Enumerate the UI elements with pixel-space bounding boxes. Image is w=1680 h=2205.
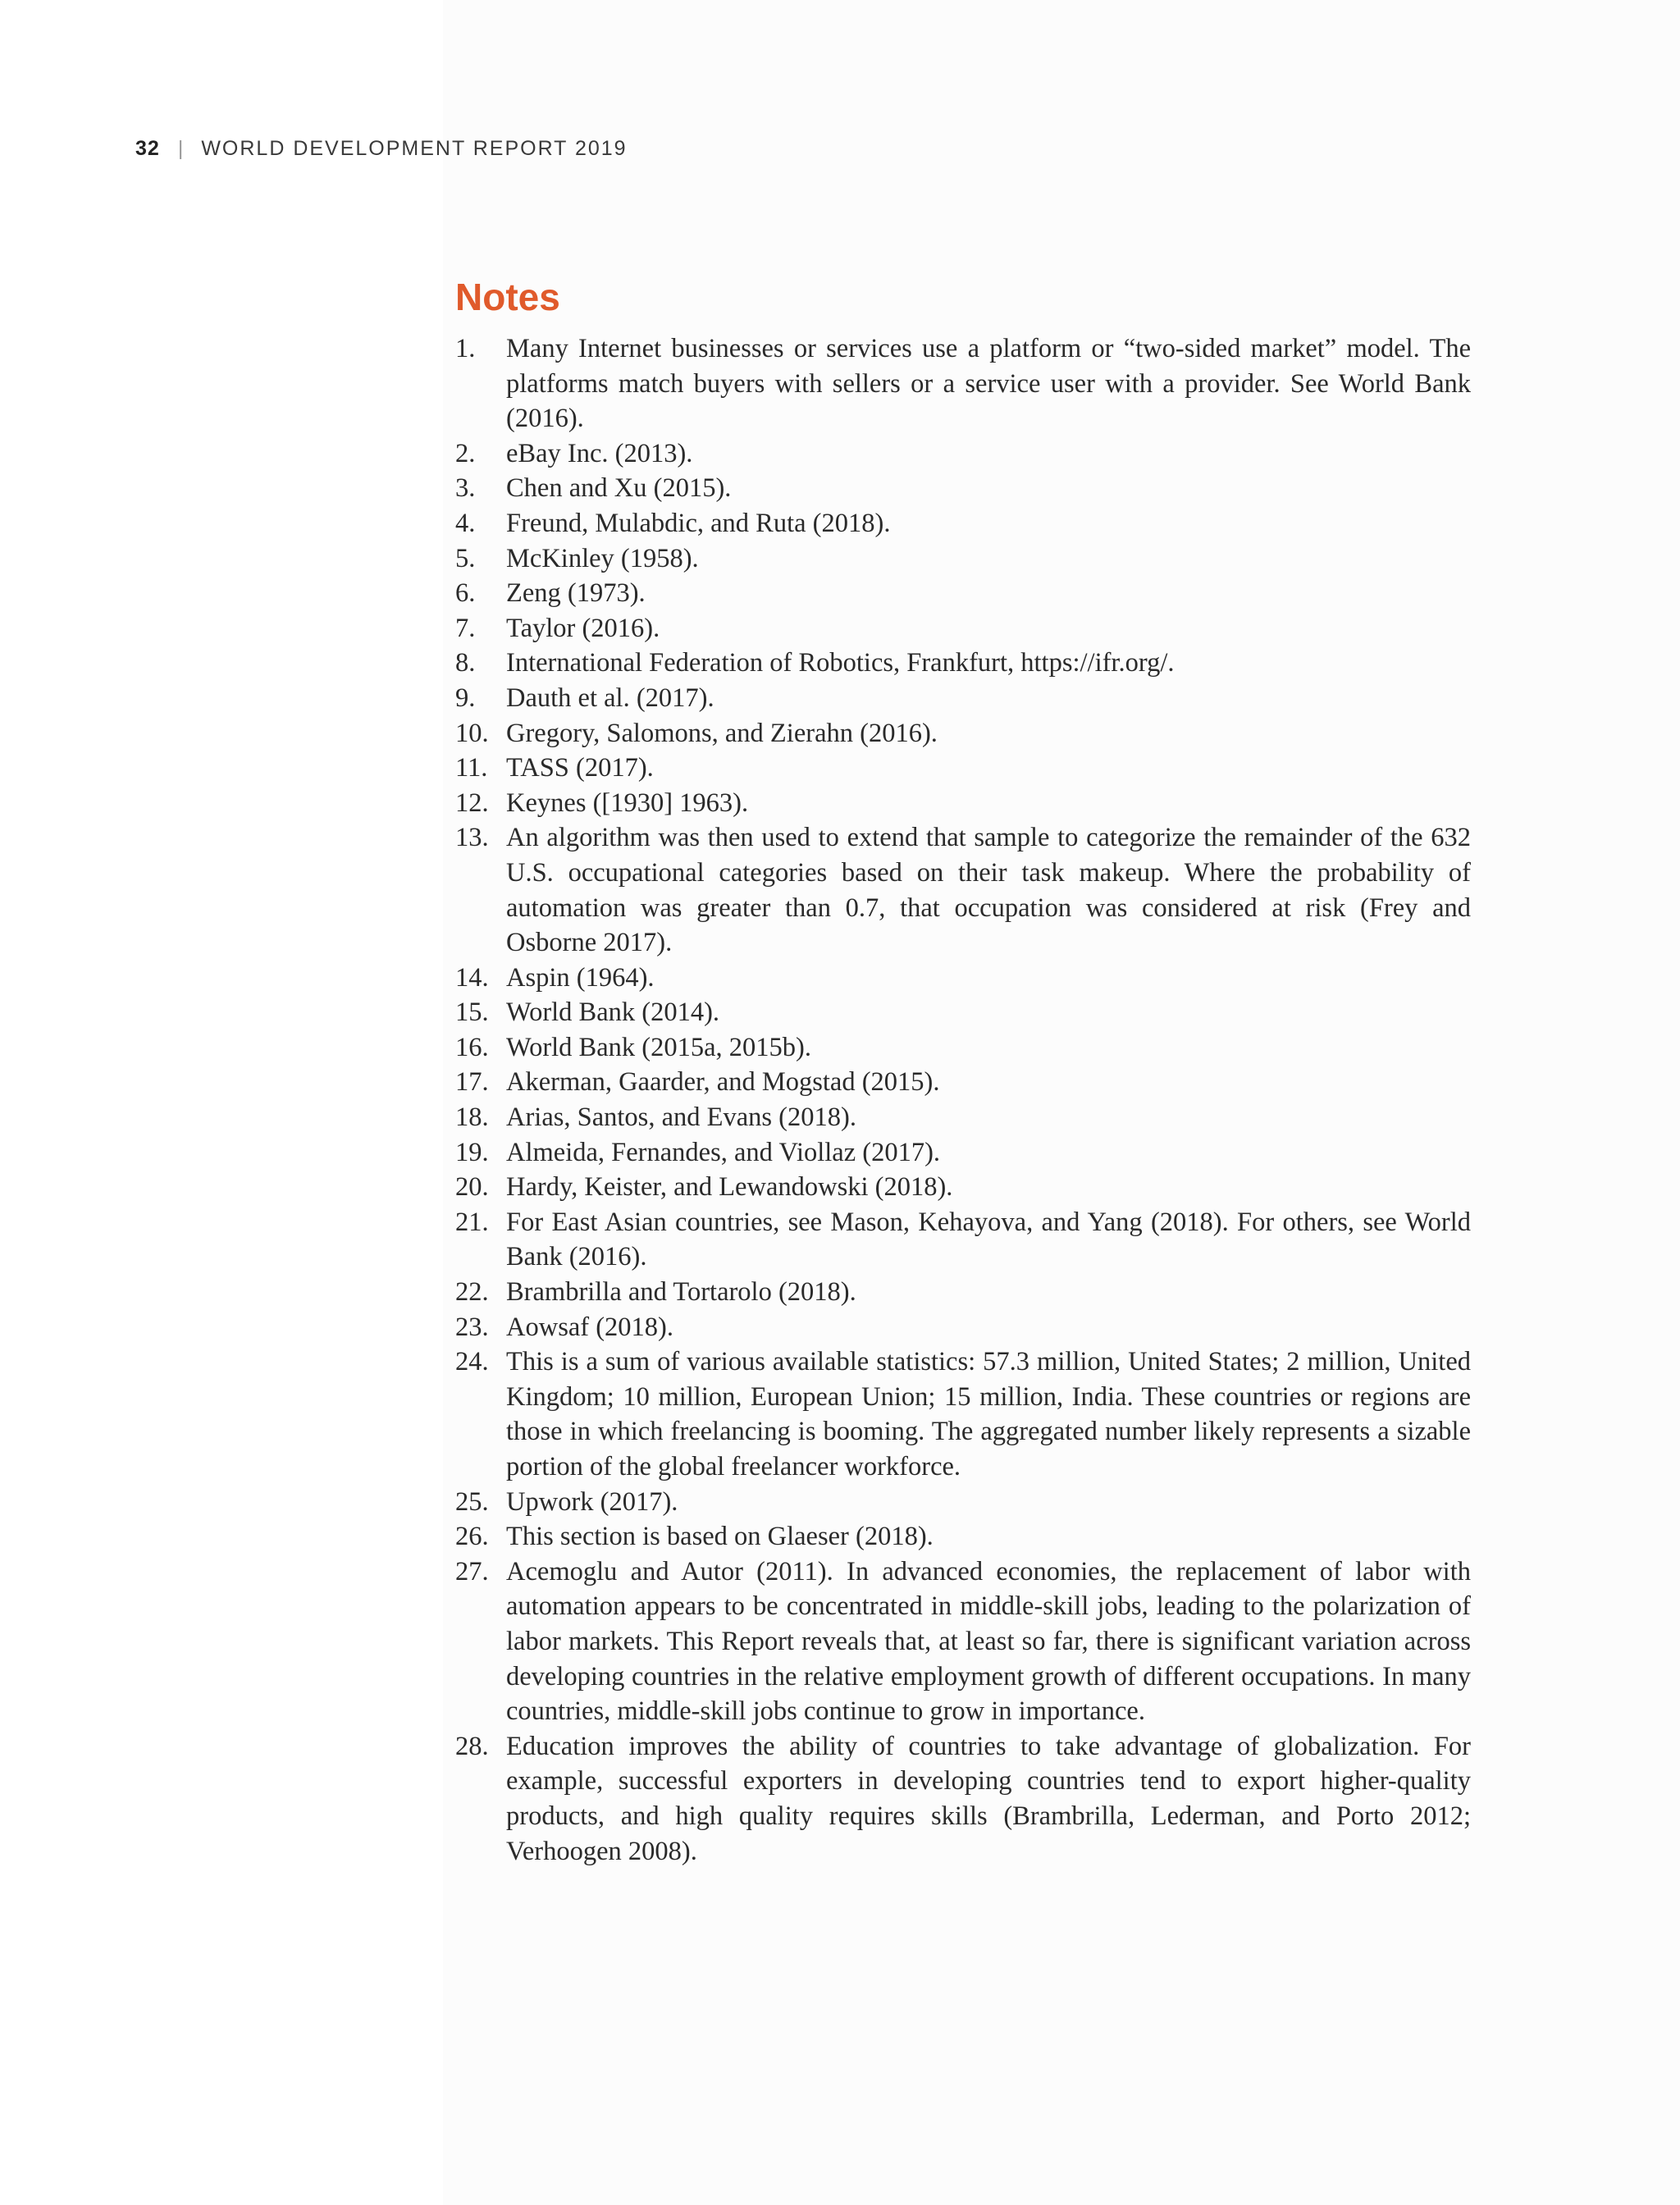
note-item (455, 751, 1471, 786)
note-item (455, 506, 1471, 541)
note-text: Almeida, Fernandes, and Viollaz (2017). (506, 1137, 941, 1167)
note-text: International Federation of Robotics, Frankfurt, https://ifr.org/. (506, 648, 1175, 678)
note-item (455, 1729, 1471, 1869)
note-item (455, 681, 1471, 716)
note-text: TASS (2017). (506, 753, 654, 783)
note-item (455, 436, 1471, 472)
note-text: Zeng (1973). (506, 578, 646, 609)
notes-list (455, 331, 1471, 1869)
note-number: 10. (455, 718, 489, 748)
note-text: Brambrilla and Tortarolo (2018). (506, 1277, 856, 1308)
note-number: 16. (455, 1032, 489, 1062)
note-number: 17. (455, 1067, 489, 1098)
page-number: 32 (135, 137, 160, 160)
note-number: 12. (455, 788, 489, 818)
note-number: 1. (455, 334, 476, 363)
report-title: WORLD DEVELOPMENT REPORT 2019 (201, 137, 628, 160)
note-item (455, 1519, 1471, 1554)
note-text: World Bank (2014). (506, 998, 720, 1028)
note-item (455, 646, 1471, 681)
note-item (455, 1030, 1471, 1066)
note-number: 25. (455, 1486, 489, 1517)
note-text: Gregory, Salomons, and Zierahn (2016). (506, 718, 938, 748)
note-item (455, 1310, 1471, 1345)
note-number: 2. (455, 438, 476, 468)
note-text: Hardy, Keister, and Lewandowski (2018). (506, 1172, 953, 1203)
note-number: 28. (455, 1731, 489, 1761)
note-item (455, 1135, 1471, 1171)
note-text: This section is based on Glaeser (2018). (506, 1522, 934, 1552)
note-item (455, 576, 1471, 611)
note-text: Keynes ([1930] 1963). (506, 788, 749, 818)
note-number: 20. (455, 1172, 489, 1203)
note-text: World Bank (2015a, 2015b). (506, 1032, 811, 1062)
note-number: 3. (455, 473, 476, 504)
note-number: 15. (455, 998, 489, 1028)
note-text: Freund, Mulabdic, and Ruta (2018). (506, 508, 891, 538)
note-item (455, 1485, 1471, 1520)
note-item (455, 995, 1471, 1030)
note-number: 21. (455, 1207, 489, 1237)
note-text: For East Asian countries, see Mason, Kehayova, and Yang (2018). For others, see World Bank (2016). (506, 1207, 1471, 1272)
note-text: Akerman, Gaarder, and Mogstad (2015). (506, 1067, 940, 1098)
note-number: 13. (455, 823, 489, 853)
note-item (455, 820, 1471, 960)
note-text: Many Internet businesses or services use a platform or “two-sided market” model. The platforms match buyers with sellers or a service user with a provider. See World Bank (2016). (506, 334, 1471, 434)
note-number: 22. (455, 1277, 489, 1308)
note-text: Dauth et al. (2017). (506, 682, 714, 713)
note-text: Aowsaf (2018). (506, 1312, 673, 1342)
note-item (455, 1275, 1471, 1310)
note-number: 8. (455, 648, 476, 678)
note-number: 7. (455, 613, 476, 643)
note-item (455, 961, 1471, 996)
note-item (455, 331, 1471, 436)
note-text: eBay Inc. (2013). (506, 438, 693, 468)
note-text: Arias, Santos, and Evans (2018). (506, 1102, 856, 1133)
note-number: 19. (455, 1137, 489, 1167)
note-item (455, 1100, 1471, 1135)
note-item (455, 1554, 1471, 1729)
note-text: McKinley (1958). (506, 543, 699, 573)
note-item (455, 786, 1471, 821)
note-number: 5. (455, 543, 476, 573)
note-number: 14. (455, 962, 489, 993)
note-text: Upwork (2017). (506, 1486, 678, 1517)
running-head (135, 137, 628, 161)
note-item (455, 1065, 1471, 1100)
note-number: 24. (455, 1347, 489, 1377)
note-number: 4. (455, 508, 476, 538)
note-item (455, 611, 1471, 646)
note-number: 11. (455, 753, 488, 783)
note-number: 9. (455, 682, 476, 713)
note-item (455, 471, 1471, 506)
note-text: Aspin (1964). (506, 962, 655, 993)
note-item (455, 1170, 1471, 1205)
note-item (455, 541, 1471, 577)
note-text: Chen and Xu (2015). (506, 473, 732, 504)
note-number: 27. (455, 1556, 489, 1586)
note-number: 26. (455, 1522, 489, 1552)
note-number: 23. (455, 1312, 489, 1342)
header-separator: | (177, 137, 184, 160)
note-item (455, 1344, 1471, 1484)
notes-title: Notes (455, 276, 560, 318)
note-text: An algorithm was then used to extend that sample to categorize the remainder of the 632 U.S. occupational categories based on their task makeup. Where the probability of automation was greater than 0.7, that occupation was considered at risk (Frey and Osborne 2017). (506, 823, 1471, 958)
note-number: 18. (455, 1102, 489, 1133)
note-text: Education improves the ability of countries to take advantage of globalization. For example, successful exporters in developing countries tend to export higher-quality products, and high quality requires skills (Brambrilla, Lederman, and Porto 2012; Verhoogen 2008). (506, 1731, 1471, 1866)
note-text: Acemoglu and Autor (2011). In advanced economies, the replacement of labor with automation appears to be concentrated in middle-skill jobs, leading to the polarization of labor markets. This Report reveals that, at least so far, there is significant variation across developing countries in the relative employment growth of different occupations. In many countries, middle-skill jobs continue to grow in importance. (506, 1556, 1471, 1727)
note-item (455, 716, 1471, 751)
note-item (455, 1205, 1471, 1275)
note-text: This is a sum of various available statistics: 57.3 million, United States; 2 million, United Kingdom; 10 million, European Union; 15 million, India. These countries or regions are those in which freelancing is booming. The aggregated number likely represents a sizable portion of the global freelancer workforce. (506, 1347, 1471, 1481)
note-number: 6. (455, 578, 476, 609)
note-text: Taylor (2016). (506, 613, 660, 643)
